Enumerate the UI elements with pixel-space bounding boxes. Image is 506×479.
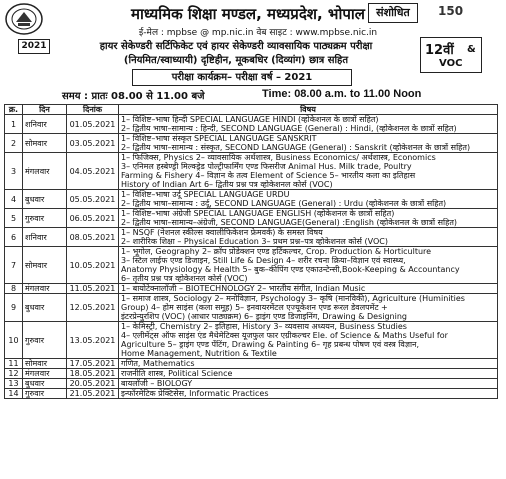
subject-line: इन्फॉरमेटिक प्रेक्टिसेस, Informatic Practices <box>121 389 269 398</box>
col-header-day: दिन <box>23 105 67 115</box>
anniversary-emblem-icon: 150 <box>438 4 464 18</box>
class-amp: & <box>467 44 476 55</box>
row-subjects <box>119 369 498 379</box>
row-serial: 13 <box>5 379 23 389</box>
row-subjects <box>119 190 498 209</box>
year-box: 2021 <box>18 39 50 54</box>
subject-line: 2– द्वितीय भाषा–सामान्य : संस्कृत, SECOND LANGUAGE (General) : Sanskrit (व्होकेशनल के छात्रों सहित) <box>121 143 471 152</box>
program-title: परीक्षा कार्यक्रम– परीक्षा वर्ष – 2021 <box>132 69 352 86</box>
row-subjects <box>119 247 498 284</box>
row-date: 03.05.2021 <box>67 134 119 153</box>
subject-line: History of Indian Art 6– द्वितीय प्रश्न पत्र व्होकेशनल कोर्स (VOC) <box>121 180 333 189</box>
row-date: 04.05.2021 <box>67 153 119 190</box>
col-header-sno: क्र. <box>5 105 23 115</box>
subject-line: बायलॉजी – BIOLOGY <box>121 379 193 388</box>
subject-line: 1– भूगोल, Geography 2– क्रॉप प्रोडेक्शन एण्ड हर्टिकल्चर, Crop. Production & Horticulture <box>121 247 432 256</box>
row-subjects <box>119 228 498 247</box>
table-row <box>5 209 498 228</box>
row-serial: 11 <box>5 359 23 369</box>
table-header-row <box>5 105 498 115</box>
subject-line: 6– तृतीय प्रश्न पत्र व्होकेशनल कोर्स (VOC) <box>121 274 248 283</box>
row-day: गुरुवार <box>23 209 67 228</box>
row-serial: 8 <box>5 284 23 294</box>
row-day: मंगलवार <box>23 153 67 190</box>
row-serial: 6 <box>5 228 23 247</box>
row-serial: 7 <box>5 247 23 284</box>
subject-line: 1– विशिष्ट–भाषा अंग्रेजी SPECIAL LANGUAGE ENGLISH (व्होकेशनल के छात्रों सहित) <box>121 209 395 218</box>
row-subjects <box>119 359 498 369</box>
subject-line: 1– NSQF (नेशनल स्कील्स क्वालीफिकेशन फ्रेमवर्क) के समस्त विषय <box>121 228 323 237</box>
row-date: 10.05.2021 <box>67 247 119 284</box>
row-subjects <box>119 389 498 399</box>
row-date: 21.05.2021 <box>67 389 119 399</box>
row-serial: 3 <box>5 153 23 190</box>
revised-badge: संशोधित <box>368 3 418 23</box>
row-day: बुधवार <box>23 294 67 322</box>
row-day: सोमवार <box>23 359 67 369</box>
subject-line: Group) 4– होम साइंस (कला समूह) 5– इनवायरमेंटल एज्यूकेशन एण्ड रूरल डेवलपमेंट + <box>121 303 388 312</box>
row-day: सोमवार <box>23 247 67 284</box>
row-subjects <box>119 134 498 153</box>
row-day: बुधवार <box>23 379 67 389</box>
table-row <box>5 134 498 153</box>
table-row <box>5 284 498 294</box>
table-row <box>5 359 498 369</box>
exam-title-line1: हायर सेकेण्डरी सर्टिफिकेट एवं हायर सेकेण्डरी व्यावसायिक पाठ्यक्रम परीक्षा <box>99 41 373 52</box>
row-day: शनिवार <box>23 115 67 134</box>
table-row <box>5 228 498 247</box>
subject-line: 1– विशिष्ट–भाषा संस्कृत SPECIAL LANGUAGE SANSKRIT <box>121 134 317 143</box>
subject-line: 2– शारीरिक शिक्षा – Physical Education 3– प्रथम प्रश्न–पत्र व्होकेशनल कोर्स (VOC) <box>121 237 388 246</box>
row-date: 01.05.2021 <box>67 115 119 134</box>
row-date: 17.05.2021 <box>67 359 119 369</box>
row-serial: 10 <box>5 322 23 359</box>
row-serial: 1 <box>5 115 23 134</box>
row-date: 12.05.2021 <box>67 294 119 322</box>
row-serial: 14 <box>5 389 23 399</box>
row-day: शनिवार <box>23 228 67 247</box>
board-title: माध्यमिक शिक्षा मण्डल, मध्यप्रदेश, भोपाल <box>131 5 365 23</box>
row-serial: 2 <box>5 134 23 153</box>
subject-line: 1– विशिष्ट–भाषा उर्दू SPECIAL LANGUAGE URDU <box>121 190 290 199</box>
subject-line: राजनीति शास्त्र, Political Science <box>121 369 233 378</box>
table-row <box>5 247 498 284</box>
subject-line: 2– द्वितीय भाषा–सामान्य–अंग्रेजी, SECOND LANGUAGE(General) :English (व्होकेशनल के छात्रों सहित) <box>121 218 457 227</box>
subject-line: 1– फिजिक्स, Physics 2– व्यावसायिक अर्थशास्त्र, Business Economics/ अर्थशास्त्र, Economics <box>121 153 436 162</box>
header <box>0 0 506 114</box>
col-header-date: दिनांक <box>67 105 119 115</box>
row-date: 11.05.2021 <box>67 284 119 294</box>
subject-line: 2– द्वितीय भाषा–सामान्य : उर्दू, SECOND LANGUAGE (General) : Urdu (व्होकेशनल के छात्रों सहित) <box>121 199 447 208</box>
subject-line: 1– बायोटेक्नालॉजी – BIOTECHNOLOGY 2– भारतीय संगीत, Indian Music <box>121 284 366 293</box>
row-day: गुरुवार <box>23 389 67 399</box>
row-serial: 9 <box>5 294 23 322</box>
col-header-subject: विषय <box>119 105 498 115</box>
row-subjects <box>119 379 498 389</box>
table-row <box>5 369 498 379</box>
time-english: Time: 08.00 a.m. to 11.00 Noon <box>262 88 422 100</box>
voc-label: VOC <box>439 58 463 69</box>
table-row <box>5 294 498 322</box>
row-date: 13.05.2021 <box>67 322 119 359</box>
class-label: 12वीं <box>425 43 454 58</box>
subject-line: 1– विशिष्ट–भाषा हिन्दी SPECIAL LANGUAGE HINDI (व्होकेशनल के छात्रों सहित) <box>121 115 379 124</box>
table-row <box>5 153 498 190</box>
contact-line: ई-मेल : mpbse @ mp.nic.in वेब साइट : www.mpbse.nic.in <box>138 28 378 38</box>
row-date: 18.05.2021 <box>67 369 119 379</box>
row-subjects <box>119 115 498 134</box>
row-serial: 5 <box>5 209 23 228</box>
subject-line: Farming & Fishery 4– विज्ञान के तत्व Element of Science 5– भारतीय कला का इतिहास <box>121 171 416 180</box>
row-date: 20.05.2021 <box>67 379 119 389</box>
time-hindi: समय : प्रातः 08.00 से 11.00 बजे <box>62 91 205 102</box>
subject-line: 1– केमिस्ट्री, Chemistry 2– इतिहास, History 3– व्यवसाय अध्ययन, Business Studies <box>121 322 407 331</box>
subject-line: 3– स्टिल लाईफ एण्ड डिजाइन, Still Life & Design 4– शरीर रचना क्रिया–विज्ञान एवं स्वास्थ्य, <box>121 256 406 265</box>
row-serial: 4 <box>5 190 23 209</box>
table-row <box>5 389 498 399</box>
table-row <box>5 322 498 359</box>
row-day: मंगलवार <box>23 284 67 294</box>
subject-line: Home Management, Nutrition & Textile <box>121 349 277 358</box>
schedule-table <box>4 104 498 399</box>
row-date: 06.05.2021 <box>67 209 119 228</box>
row-subjects <box>119 209 498 228</box>
row-day: मंगलवार <box>23 369 67 379</box>
class-box <box>420 37 482 73</box>
subject-line: 2– द्वितीय भाषा–सामान्य : हिन्दी, SECOND LANGUAGE (General) : Hindi, (व्होकेशनल के छात्रों सहित) <box>121 124 457 133</box>
subject-line: इंटरप्रेन्युरशिप (VOC) (आधार पाठ्यक्रम) 6– ड्राइंग एण्ड डिजाइनिंग, Drawing & Designing <box>121 312 407 321</box>
row-serial: 12 <box>5 369 23 379</box>
table-row <box>5 379 498 389</box>
exam-title-line2: (नियमित/स्वाध्यायी) दृष्टिहीन, मूकबधिर (दिव्यांग) छात्र सहित <box>123 55 349 66</box>
row-subjects <box>119 284 498 294</box>
table-row <box>5 190 498 209</box>
subject-line: 3– एनिमल हस्बेण्ड्री मिल्क्ड्रेड पोल्ट्रीफार्मिंग एण्ड फिसरीज Animal Hus. Milk trade, Poultry <box>121 162 412 171</box>
subject-line: Agriculture 5– ड्राइंग एण्ड पेंटिंग, Drawing & Painting 6– गृह प्रबन्ध पोषण एवं वस्त्र विज्ञान, <box>121 340 420 349</box>
row-subjects <box>119 153 498 190</box>
subject-line: गणित, Mathematics <box>121 359 195 368</box>
row-day: गुरुवार <box>23 322 67 359</box>
row-day: बुधवार <box>23 190 67 209</box>
row-date: 05.05.2021 <box>67 190 119 209</box>
subject-line: 4– एलीमेंट्स ऑफ साइंस एंड मैथेमेटिक्स यूजफुल फार एग्रीकल्चर Ele. of Science & Maths Useful for <box>121 331 448 340</box>
row-date: 08.05.2021 <box>67 228 119 247</box>
row-subjects <box>119 294 498 322</box>
row-subjects <box>119 322 498 359</box>
subject-line: 1– समाज शास्त्र, Sociology 2– मनोविज्ञान, Psychology 3– कृषि (मानविकी), Agriculture (Huminities <box>121 294 465 303</box>
board-logo-icon <box>4 2 44 36</box>
table-row <box>5 115 498 134</box>
row-day: सोमवार <box>23 134 67 153</box>
subject-line: Anatomy Physiology & Health 5– बुक–कीपिंग एण्ड एकाउन्टेन्सी,Book-Keeping & Accountancy <box>121 265 460 274</box>
